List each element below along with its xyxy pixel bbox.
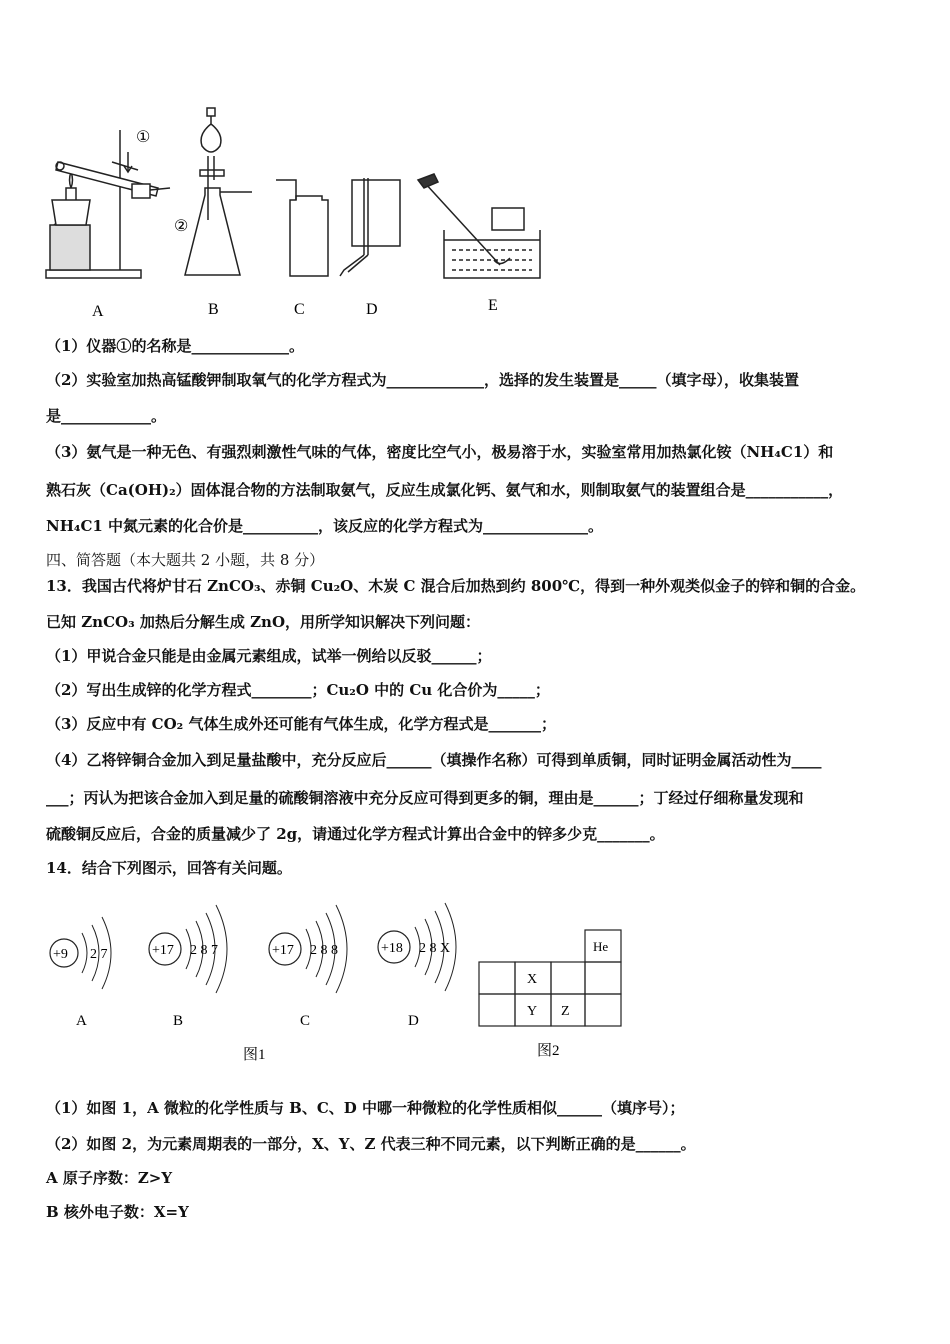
table-cell-x: X bbox=[527, 972, 538, 987]
apparatus-d bbox=[340, 178, 400, 276]
atom-a-shells: 2 7 bbox=[90, 947, 108, 962]
q12-part-3a: （3）氨气是一种无色、有强烈刺激性气味的气体，密度比空气小，极易溶于水，实验室常用加热氯化铵（NH₄C1）和 bbox=[46, 443, 834, 461]
q13-part-1: （1）甲说合金只能是由金属元素组成，试举一例给以反驳______； bbox=[46, 647, 492, 665]
atom-c-nucleus: +17 bbox=[272, 943, 294, 958]
fig1-caption: 图1 bbox=[243, 1047, 266, 1063]
atom-structure-figure bbox=[40, 885, 640, 1065]
table-cell-z: Z bbox=[561, 1004, 570, 1019]
q13-part-3: （3）反应中有 CO₂ 气体生成外还可能有气体生成，化学方程式是_______； bbox=[46, 715, 556, 733]
apparatus-c bbox=[276, 180, 328, 276]
apparatus-label-e: E bbox=[488, 297, 498, 314]
apparatus-marker-1: ① bbox=[136, 129, 151, 146]
q12-part-1: （1）仪器①的名称是_____________。 bbox=[46, 337, 304, 355]
apparatus-a bbox=[46, 130, 170, 278]
q13-part-4c: 硫酸铜反应后，合金的质量减少了 2g，请通过化学方程式计算出合金中的锌多少克_______。 bbox=[46, 825, 665, 843]
atom-c-shells: 2 8 8 bbox=[310, 943, 338, 958]
table-cell-y: Y bbox=[527, 1004, 538, 1019]
atom-a bbox=[50, 917, 111, 1029]
q14-option-a: A 原子序数：Z>Y bbox=[46, 1169, 173, 1187]
apparatus-label-d: D bbox=[366, 301, 378, 318]
atom-d bbox=[378, 903, 456, 1029]
section-heading: 四、简答题（本大题共 2 小题，共 8 分） bbox=[46, 551, 325, 569]
apparatus-b bbox=[185, 108, 252, 275]
atom-d-label: D bbox=[408, 1013, 419, 1029]
q14-part-1: （1）如图 1，A 微粒的化学性质与 B、C、D 中哪一种微粒的化学性质相似______（填序号）； bbox=[46, 1099, 685, 1117]
q12-part-3b: 熟石灰（Ca(OH)₂）固体混合物的方法制取氨气，反应生成氯化钙、氨气和水，则制取氨气的装置组合是___________， bbox=[46, 481, 844, 499]
q13-part-4b: ___；丙认为把该合金加入到足量的硫酸铜溶液中充分反应可得到更多的铜，理由是______；丁经过仔细称量发现和 bbox=[46, 789, 804, 807]
apparatus-label-b: B bbox=[208, 301, 219, 318]
apparatus-marker-2: ② bbox=[174, 218, 189, 235]
q14-intro: 14．结合下列图示，回答有关问题。 bbox=[46, 859, 292, 877]
atom-c bbox=[269, 905, 347, 1029]
q13-part-4a: （4）乙将锌铜合金加入到足量盐酸中，充分反应后______（填操作名称）可得到单质铜，同时证明金属活动性为____ bbox=[46, 751, 822, 769]
atom-b-label: B bbox=[173, 1013, 184, 1029]
atom-b bbox=[149, 905, 227, 1029]
q13-part-2: （2）写出生成锌的化学方程式________；Cu₂O 中的 Cu 化合价为_____； bbox=[46, 681, 550, 699]
apparatus-label-c: C bbox=[294, 301, 305, 318]
atom-b-nucleus: +17 bbox=[152, 943, 174, 958]
q12-part-2a: （2）实验室加热高锰酸钾制取氧气的化学方程式为_____________，选择的发生装置是_____（填字母），收集装置 bbox=[46, 371, 799, 389]
q12-part-2b: 是____________。 bbox=[46, 407, 167, 425]
atom-b-shells: 2 8 7 bbox=[190, 943, 218, 958]
fig2-caption: 图2 bbox=[537, 1043, 560, 1059]
atom-d-shells: 2 8 X bbox=[419, 941, 451, 956]
apparatus-label-a: A bbox=[92, 303, 104, 320]
atom-c-label: C bbox=[300, 1013, 311, 1029]
atom-d-nucleus: +18 bbox=[381, 941, 403, 956]
q12-part-3c: NH₄C1 中氮元素的化合价是__________，该反应的化学方程式为______________。 bbox=[46, 517, 604, 535]
q14-option-b: B 核外电子数：X=Y bbox=[46, 1203, 189, 1221]
q14-part-2: （2）如图 2，为元素周期表的一部分，X、Y、Z 代表三种不同元素，以下判断正确的是______。 bbox=[46, 1135, 696, 1153]
q13-intro-1: 13．我国古代将炉甘石 ZnCO₃、赤铜 Cu₂O、木炭 C 混合后加热到约 800℃，得到一种外观类似金子的锌和铜的合金。 bbox=[46, 577, 866, 595]
atom-a-label: A bbox=[76, 1013, 87, 1029]
apparatus-e bbox=[418, 174, 540, 278]
table-cell-he: He bbox=[593, 939, 609, 954]
apparatus-figure bbox=[40, 100, 560, 325]
q13-intro-2: 已知 ZnCO₃ 加热后分解生成 ZnO，用所学知识解决下列问题： bbox=[46, 613, 481, 631]
atom-a-nucleus: +9 bbox=[53, 947, 68, 962]
